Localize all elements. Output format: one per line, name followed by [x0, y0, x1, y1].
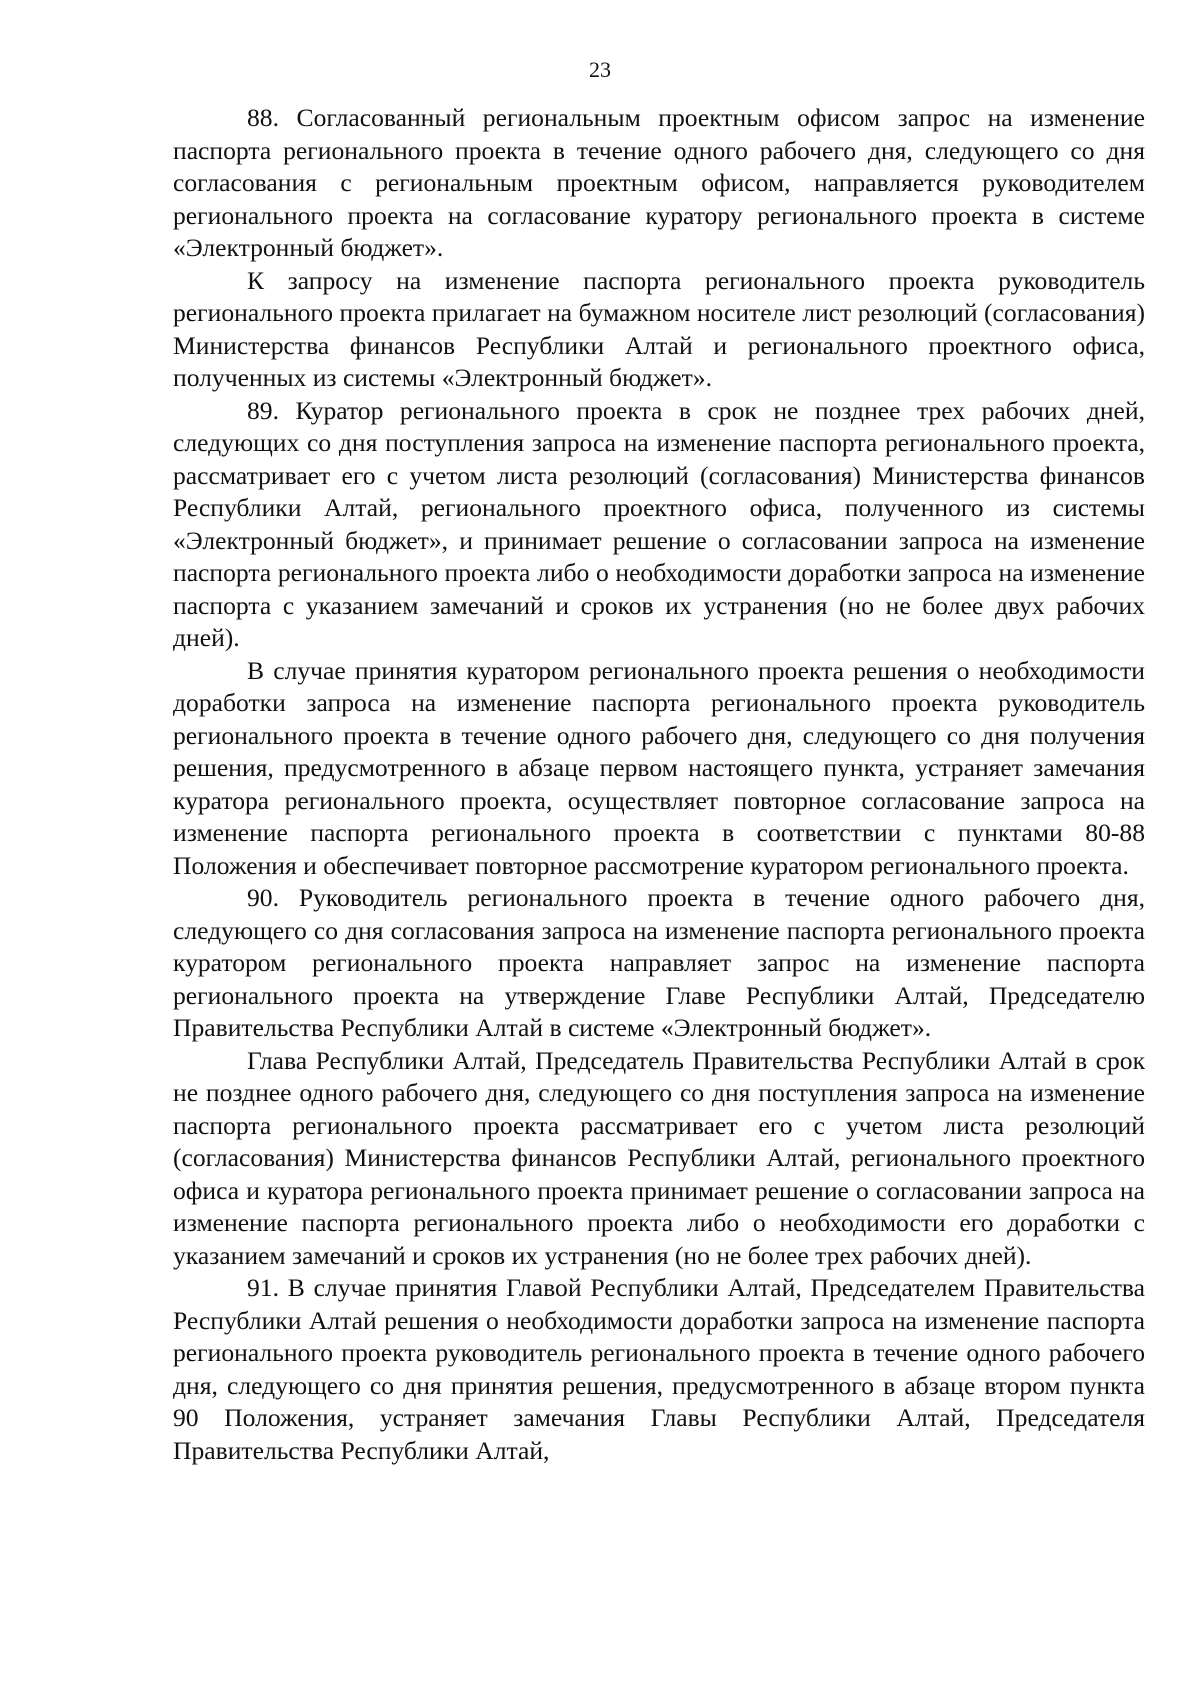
- paragraph-88-attachment: К запросу на изменение паспорта регионального проекта руководитель регионального проекта прилагает на бумажном носителе лист резолюций (согласования) Министерства финансов Республики Алтай и регионального проектного офиса, полученных из системы «Электронный бюджет».: [173, 265, 1145, 392]
- paragraph-88: 88. Согласованный региональным проектным офисом запрос на изменение паспорта регионального проекта в течение одного рабочего дня, следующего со дня согласования с региональным проектным офисом, направляется руководителем регионального проекта на согласование куратору регионального проекта в системе «Электронный бюджет».: [173, 103, 1145, 262]
- paragraph-89: 89. Куратор регионального проекта в срок не позднее трех рабочих дней, следующих со дня поступления запроса на изменение паспорта регионального проекта, рассматривает его с учетом листа резолюций (согласования) Министерства финансов Республики Алтай, регионального проектного офиса, полученного из системы «Электронный бюджет», и принимает решение о согласовании запроса на изменение паспорта регионального проекта либо о необходимости доработки запроса на изменение паспорта с указанием замечаний и сроков их устранения (но не более двух рабочих дней).: [173, 395, 1145, 652]
- paragraph-90: 90. Руководитель регионального проекта в течение одного рабочего дня, следующего со дня согласования запроса на изменение паспорта регионального проекта куратором регионального проекта направляет запрос на изменение паспорта регионального проекта на утверждение Главе Республики Алтай, Председателю Правительства Республики Алтай в системе «Электронный бюджет».: [173, 883, 1145, 1042]
- paragraph-90-head-review: Глава Республики Алтай, Председатель Правительства Республики Алтай в срок не позднее одного рабочего дня, следующего со дня поступления запроса на изменение паспорта регионального проекта рассматривает его с учетом листа резолюций (согласования) Министерства финансов Республики Алтай, регионального проектного офиса и куратора регионального проекта принимает решение о согласовании запроса на изменение паспорта регионального проекта либо о необходимости его доработки с указанием замечаний и сроков их устранения (но не более трех рабочих дней).: [173, 1045, 1145, 1270]
- document-body: [173, 102, 1145, 1467]
- paragraph-89-revision: В случае принятия куратором регионального проекта решения о необходимости доработки запроса на изменение паспорта регионального проекта руководитель регионального проекта в течение одного рабочего дня, следующего со дня получения решения, предусмотренного в абзаце первом настоящего пункта, устраняет замечания куратора регионального проекта, осуществляет повторное согласование запроса на изменение паспорта регионального проекта в соответствии с пунктами 80-88 Положения и обеспечивает повторное рассмотрение куратором регионального проекта.: [173, 655, 1145, 880]
- page-number: 23: [589, 57, 611, 82]
- paragraph-91: 91. В случае принятия Главой Республики Алтай, Председателем Правительства Республики Алтай решения о необходимости доработки запроса на изменение паспорта регионального проекта руководитель регионального проекта в течение одного рабочего дня, следующего со дня принятия решения, предусмотренного в абзаце втором пункта 90 Положения, устраняет замечания Главы Республики Алтай, Председателя Правительства Республики Алтай,: [173, 1273, 1145, 1465]
